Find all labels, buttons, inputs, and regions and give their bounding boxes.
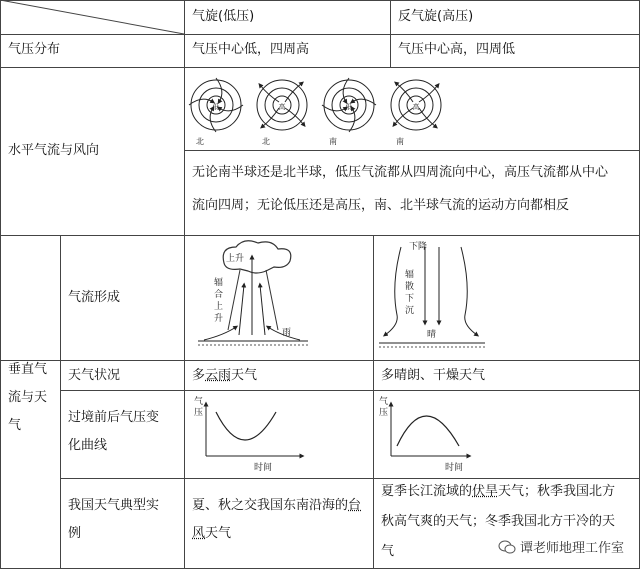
horizontal-desc-line2: 流向四周；无论低压还是高压，南、北半球气流的运动方向都相反 — [192, 198, 570, 213]
anticyclone-downdraft-diagram — [373, 235, 493, 360]
header-diagonal — [0, 0, 184, 34]
row-label-pressure: 气压分布 — [8, 42, 61, 57]
examples-cyclone-line2: 风天气 — [192, 526, 232, 541]
cyclone-updraft-diagram — [184, 235, 373, 360]
label-side: 沉 — [405, 306, 415, 316]
label-side: 辐 — [214, 278, 224, 288]
anticyclone-pressure-curve — [373, 390, 493, 478]
label-side: 合 — [214, 290, 224, 300]
col-divider — [60, 235, 61, 569]
horizontal-desc-line1: 无论南半球还是北半球，低压气流都从四周流向中心，高压气流都从中心 — [192, 165, 609, 180]
center-label: 高 — [278, 103, 286, 111]
ylabel: 压 — [379, 408, 389, 418]
hemisphere-label: 北 — [196, 137, 204, 146]
group-label-vertical-3: 气 — [8, 418, 22, 433]
group-label-vertical-2: 流与天 — [8, 390, 48, 405]
row-divider — [0, 360, 640, 361]
center-label: 高 — [412, 103, 420, 111]
xlabel: 时间 — [254, 463, 273, 473]
table-border — [0, 568, 640, 569]
row-label-examples-1: 我国天气典型实 — [68, 498, 160, 513]
label-side: 下 — [405, 294, 415, 304]
examples-cyclone-line1: 夏、秋之交我国东南沿海的台 — [192, 498, 362, 513]
weather-cyclone: 多云雨天气 — [192, 368, 258, 383]
horizontal-flow-diagrams — [184, 67, 454, 150]
label-side: 升 — [214, 314, 224, 324]
weather-anticyclone: 多晴朗、干燥天气 — [381, 368, 486, 383]
hemisphere-label: 南 — [329, 137, 337, 146]
hemisphere-label: 北 — [262, 137, 270, 146]
examples-anticyclone-line1: 夏季长江流域的伏旱天气；秋季我国北方 — [381, 484, 616, 499]
row-label-weather: 天气状况 — [68, 368, 121, 383]
label-up: 上升 — [226, 254, 245, 264]
ylabel: 压 — [194, 408, 204, 418]
hemisphere-label: 南 — [396, 137, 404, 146]
row-label-formation: 气流形成 — [68, 290, 121, 305]
center-label: 低 — [345, 103, 353, 111]
row-divider — [0, 34, 640, 35]
row-label-curve-1: 过境前后气压变 — [68, 410, 160, 425]
header-cyclone: 气旋(低压) — [192, 9, 255, 24]
pressure-anticyclone: 气压中心高，四周低 — [398, 42, 516, 57]
examples-anticyclone-line3: 气 — [381, 544, 395, 559]
table-border — [0, 0, 1, 569]
label-clear: 晴 — [427, 330, 437, 340]
row-label-horizontal: 水平气流与风向 — [8, 143, 100, 158]
chat-bubble-icon — [498, 540, 516, 554]
center-label: 低 — [212, 103, 220, 111]
row-label-curve-2: 化曲线 — [68, 438, 108, 453]
row-divider — [184, 150, 640, 151]
row-divider — [60, 478, 640, 479]
row-label-examples-2: 例 — [68, 526, 82, 541]
watermark — [498, 537, 624, 556]
watermark-text: 谭老师地理工作室 — [519, 541, 624, 556]
group-label-vertical-1: 垂直气 — [8, 362, 48, 377]
ylabel: 气 — [194, 397, 204, 407]
examples-anticyclone-line2: 秋高气爽的天气；冬季我国北方干冷的天 — [381, 514, 616, 529]
pressure-cyclone: 气压中心低，四周高 — [192, 42, 310, 57]
xlabel: 时间 — [445, 463, 464, 473]
label-side: 辐 — [405, 270, 415, 280]
label-side: 散 — [405, 282, 415, 292]
label-side: 上 — [214, 302, 224, 312]
ylabel: 气 — [379, 397, 389, 407]
cyclone-pressure-curve — [184, 390, 373, 478]
col-divider — [390, 0, 391, 67]
header-anticyclone: 反气旋(高压) — [398, 9, 474, 24]
label-rain: 雨 — [282, 328, 292, 338]
label-down: 下降 — [409, 242, 428, 252]
